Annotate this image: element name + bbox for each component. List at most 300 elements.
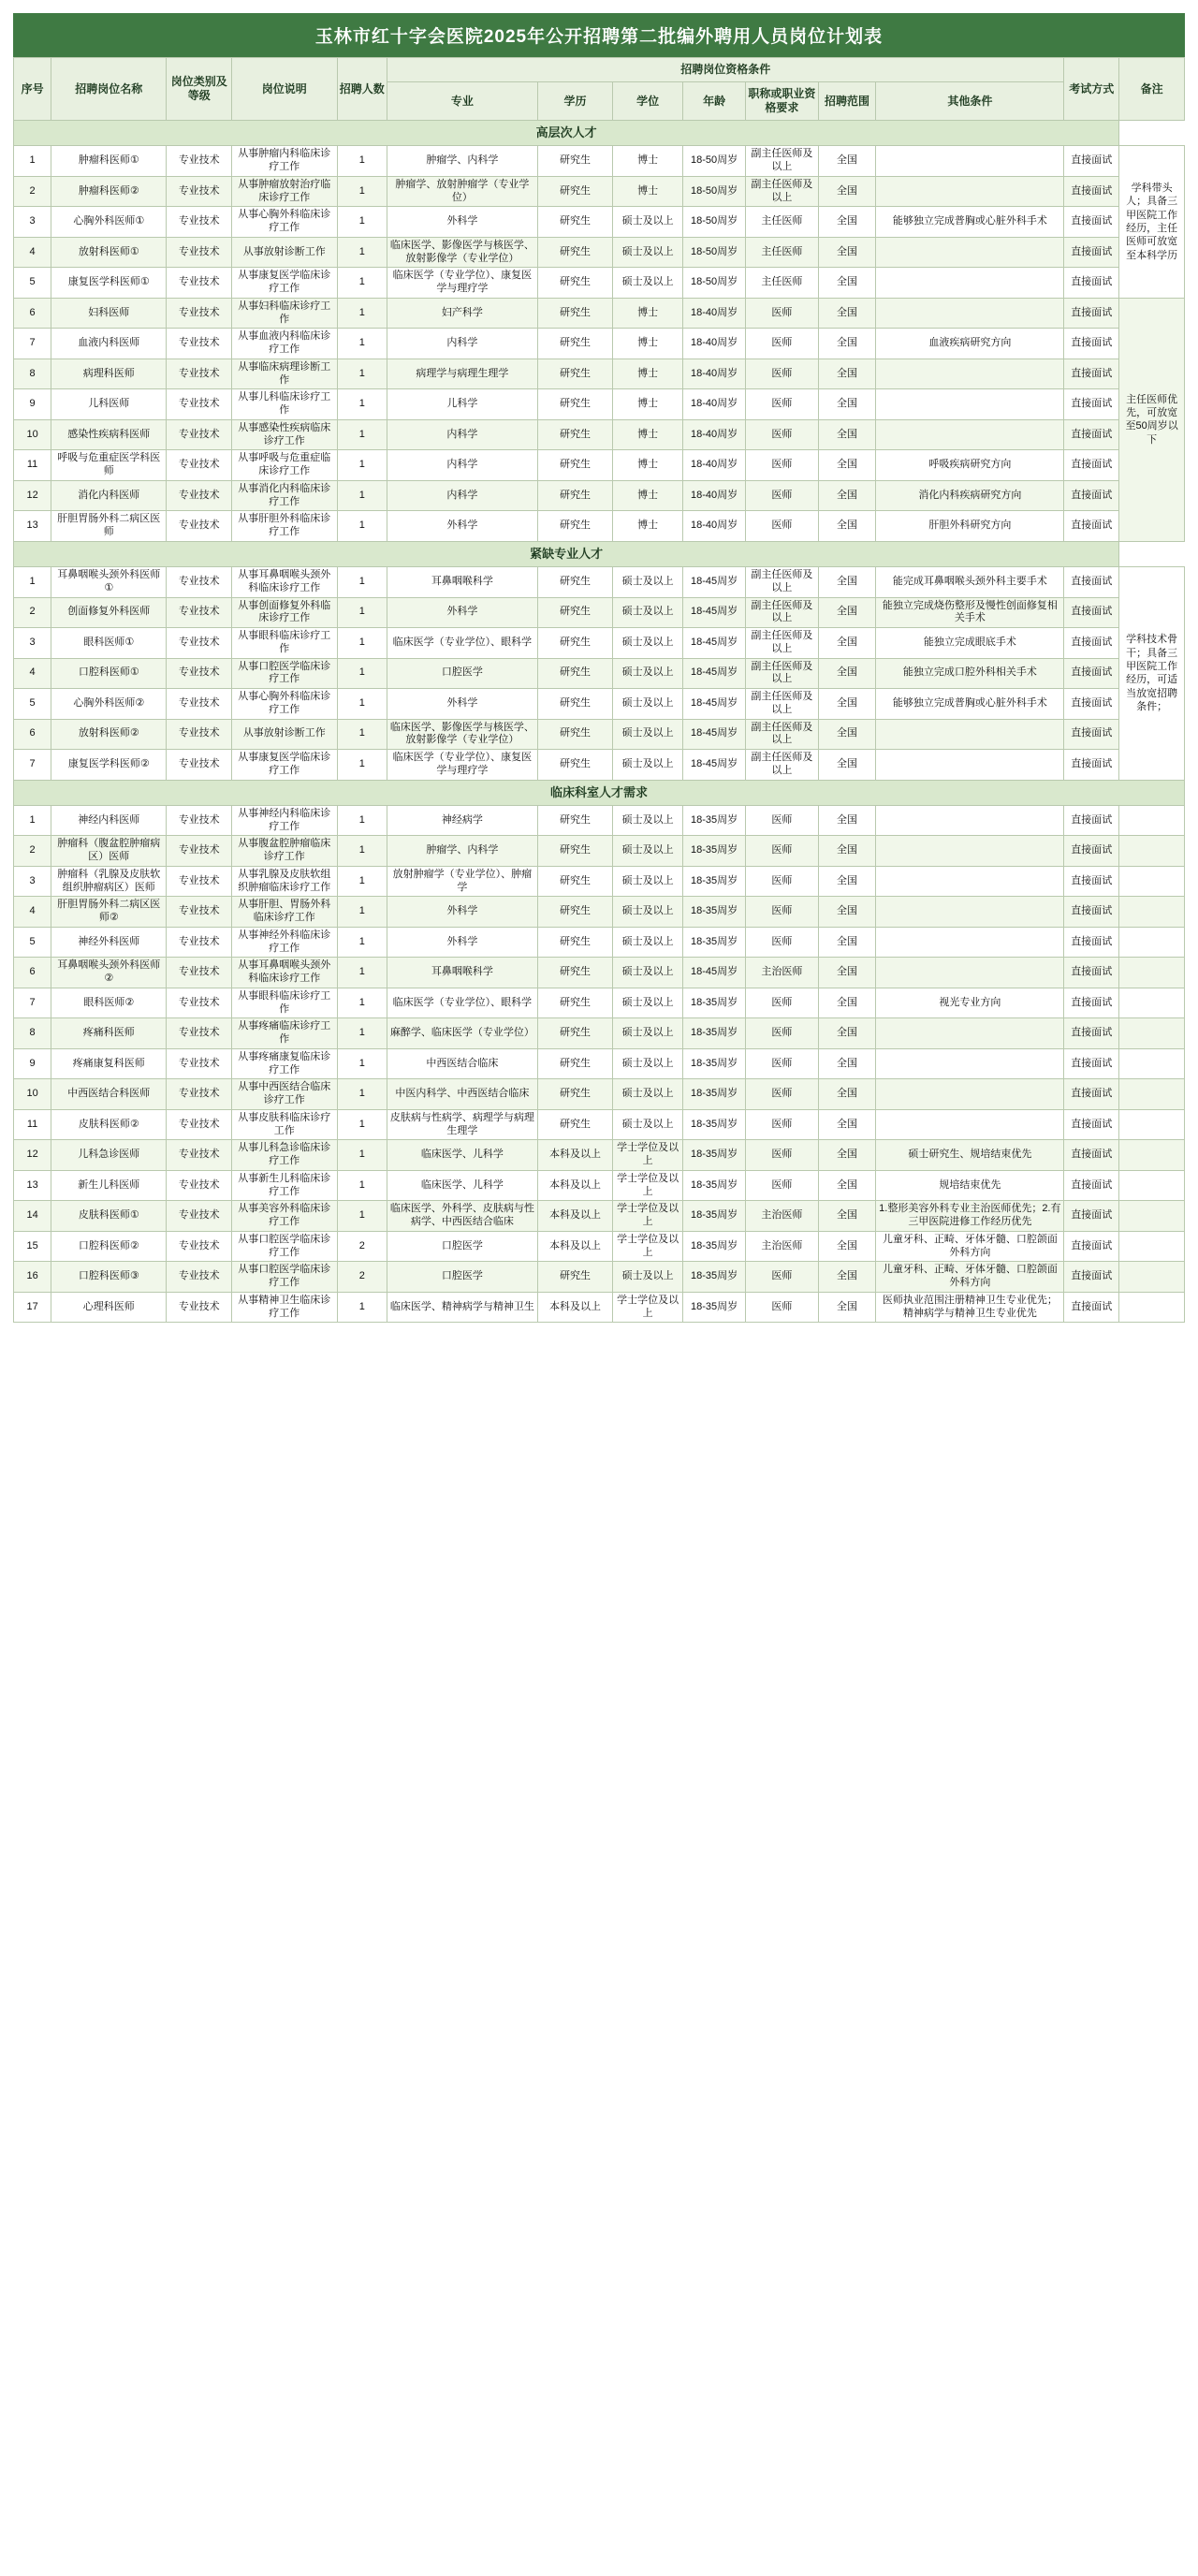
cell-age: 18-35周岁: [683, 836, 746, 867]
table-row: [14, 389, 1185, 420]
cell-recruit-range: 全国: [818, 450, 876, 481]
cell-title-requirement: 医师: [746, 511, 819, 542]
cell-headcount: 1: [337, 1140, 387, 1171]
cell-degree: 硕士及以上: [613, 1048, 683, 1079]
cell-recruit-range: 全国: [818, 359, 876, 389]
cell-post-desc: 从事疼痛临床诊疗工作: [232, 1018, 338, 1049]
cell-age: 18-35周岁: [683, 1079, 746, 1110]
cell-education: 本科及以上: [537, 1140, 612, 1171]
cell-row-index: 2: [14, 597, 51, 628]
cell-row-index: 3: [14, 207, 51, 238]
cell-post-type: 专业技术: [167, 597, 232, 628]
cell-row-index: 8: [14, 359, 51, 389]
col-remark: 备注: [1119, 58, 1185, 121]
cell-age: 18-50周岁: [683, 207, 746, 238]
cell-age: 18-45周岁: [683, 628, 746, 659]
cell-degree: 硕士及以上: [613, 897, 683, 928]
cell-degree: 学士学位及以上: [613, 1201, 683, 1232]
cell-headcount: 2: [337, 1262, 387, 1293]
cell-major: 临床医学（专业学位）、康复医学与理疗学: [387, 750, 538, 781]
cell-post-desc: 从事儿科急诊临床诊疗工作: [232, 1140, 338, 1171]
cell-major: 肿瘤学、内科学: [387, 146, 538, 177]
cell-row-index: 5: [14, 689, 51, 720]
cell-title-requirement: 主治医师: [746, 1231, 819, 1262]
cell-row-index: 4: [14, 897, 51, 928]
cell-education: 研究生: [537, 359, 612, 389]
cell-major: 外科学: [387, 597, 538, 628]
cell-post-type: 专业技术: [167, 836, 232, 867]
cell-recruit-range: 全国: [818, 689, 876, 720]
cell-post-type: 专业技术: [167, 927, 232, 958]
cell-remark: [1119, 958, 1185, 988]
cell-exam-method: 直接面试: [1064, 567, 1119, 598]
cell-title-requirement: 医师: [746, 805, 819, 836]
cell-exam-method: 直接面试: [1064, 1201, 1119, 1232]
cell-post-type: 专业技术: [167, 298, 232, 329]
cell-degree: 博士: [613, 298, 683, 329]
cell-remark: [1119, 1079, 1185, 1110]
cell-post-desc: 从事新生儿科临床诊疗工作: [232, 1170, 338, 1201]
cell-row-index: 11: [14, 450, 51, 481]
cell-exam-method: 直接面试: [1064, 836, 1119, 867]
cell-degree: 博士: [613, 419, 683, 450]
cell-degree: 硕士及以上: [613, 988, 683, 1018]
cell-remark: [1119, 1140, 1185, 1171]
cell-post-type: 专业技术: [167, 207, 232, 238]
cell-education: 研究生: [537, 866, 612, 897]
cell-other-conditions: 消化内科疾病研究方向: [876, 480, 1064, 511]
cell-degree: 硕士及以上: [613, 927, 683, 958]
table-row: [14, 1109, 1185, 1140]
cell-post-desc: 从事肝胆外科临床诊疗工作: [232, 511, 338, 542]
cell-post-name: 肿瘤科医师②: [51, 176, 167, 207]
table-row: [14, 988, 1185, 1018]
cell-other-conditions: [876, 268, 1064, 299]
cell-major: 内科学: [387, 480, 538, 511]
cell-post-desc: 从事康复医学临床诊疗工作: [232, 268, 338, 299]
cell-remark: [1119, 988, 1185, 1018]
cell-title-requirement: 副主任医师及以上: [746, 567, 819, 598]
cell-exam-method: 直接面试: [1064, 988, 1119, 1018]
cell-recruit-range: 全国: [818, 597, 876, 628]
cell-post-desc: 从事神经外科临床诊疗工作: [232, 927, 338, 958]
cell-recruit-range: 全国: [818, 897, 876, 928]
col-degree: 学位: [613, 82, 683, 121]
cell-exam-method: 直接面试: [1064, 1018, 1119, 1049]
cell-exam-method: 直接面试: [1064, 207, 1119, 238]
cell-exam-method: 直接面试: [1064, 450, 1119, 481]
cell-exam-method: 直接面试: [1064, 511, 1119, 542]
cell-headcount: 1: [337, 750, 387, 781]
cell-post-desc: 从事消化内科临床诊疗工作: [232, 480, 338, 511]
cell-major: 临床医学、精神病学与精神卫生: [387, 1292, 538, 1323]
cell-recruit-range: 全国: [818, 146, 876, 177]
cell-title-requirement: 医师: [746, 419, 819, 450]
cell-headcount: 1: [337, 927, 387, 958]
cell-post-name: 心理科医师: [51, 1292, 167, 1323]
cell-age: 18-35周岁: [683, 1231, 746, 1262]
section-heading: 临床科室人才需求: [14, 780, 1185, 805]
cell-degree: 硕士及以上: [613, 719, 683, 750]
cell-age: 18-40周岁: [683, 359, 746, 389]
cell-major: 外科学: [387, 207, 538, 238]
table-row: [14, 567, 1185, 598]
cell-other-conditions: 能独立完成烧伤整形及慢性创面修复相关手术: [876, 597, 1064, 628]
cell-headcount: 1: [337, 866, 387, 897]
cell-recruit-range: 全国: [818, 1018, 876, 1049]
cell-row-index: 6: [14, 719, 51, 750]
cell-age: 18-45周岁: [683, 567, 746, 598]
cell-post-name: 耳鼻咽喉头颈外科医师①: [51, 567, 167, 598]
cell-exam-method: 直接面试: [1064, 1079, 1119, 1110]
cell-recruit-range: 全国: [818, 480, 876, 511]
cell-headcount: 1: [337, 237, 387, 268]
cell-row-index: 4: [14, 658, 51, 689]
cell-headcount: 1: [337, 298, 387, 329]
cell-headcount: 1: [337, 988, 387, 1018]
cell-headcount: 1: [337, 1109, 387, 1140]
cell-education: 本科及以上: [537, 1231, 612, 1262]
cell-exam-method: 直接面试: [1064, 419, 1119, 450]
cell-headcount: 1: [337, 897, 387, 928]
cell-other-conditions: [876, 146, 1064, 177]
cell-other-conditions: 规培结束优先: [876, 1170, 1064, 1201]
cell-age: 18-35周岁: [683, 897, 746, 928]
cell-age: 18-50周岁: [683, 237, 746, 268]
cell-row-index: 7: [14, 988, 51, 1018]
cell-headcount: 1: [337, 480, 387, 511]
cell-major: 耳鼻咽喉科学: [387, 958, 538, 988]
table-row: [14, 419, 1185, 450]
cell-exam-method: 直接面试: [1064, 597, 1119, 628]
cell-post-type: 专业技术: [167, 1292, 232, 1323]
cell-education: 研究生: [537, 450, 612, 481]
cell-row-index: 14: [14, 1201, 51, 1232]
cell-degree: 博士: [613, 176, 683, 207]
cell-exam-method: 直接面试: [1064, 1292, 1119, 1323]
cell-other-conditions: 1.整形美容外科专业主治医师优先；2.有三甲医院进修工作经历优先: [876, 1201, 1064, 1232]
cell-title-requirement: 主任医师: [746, 237, 819, 268]
cell-other-conditions: [876, 750, 1064, 781]
cell-remark: [1119, 805, 1185, 836]
cell-degree: 硕士及以上: [613, 689, 683, 720]
cell-row-index: 15: [14, 1231, 51, 1262]
cell-post-type: 专业技术: [167, 176, 232, 207]
table-row: [14, 897, 1185, 928]
table-row: [14, 597, 1185, 628]
cell-row-index: 11: [14, 1109, 51, 1140]
cell-age: 18-35周岁: [683, 1170, 746, 1201]
col-major: 专业: [387, 82, 538, 121]
cell-remark: [1119, 927, 1185, 958]
cell-post-name: 眼科医师①: [51, 628, 167, 659]
cell-post-type: 专业技术: [167, 480, 232, 511]
cell-exam-method: 直接面试: [1064, 897, 1119, 928]
cell-headcount: 1: [337, 1170, 387, 1201]
col-post-name: 招聘岗位名称: [51, 58, 167, 121]
cell-major: 临床医学、影像医学与核医学、放射影像学（专业学位）: [387, 719, 538, 750]
cell-headcount: 1: [337, 389, 387, 420]
cell-age: 18-35周岁: [683, 927, 746, 958]
cell-remark: 学科技术骨干；具备三甲医院工作经历，可适当放宽招聘条件；: [1119, 567, 1185, 781]
cell-row-index: 8: [14, 1018, 51, 1049]
cell-row-index: 1: [14, 567, 51, 598]
cell-title-requirement: 副主任医师及以上: [746, 146, 819, 177]
cell-title-requirement: 副主任医师及以上: [746, 628, 819, 659]
cell-post-name: 神经外科医师: [51, 927, 167, 958]
cell-exam-method: 直接面试: [1064, 750, 1119, 781]
table-row: [14, 750, 1185, 781]
cell-other-conditions: [876, 927, 1064, 958]
cell-row-index: 3: [14, 866, 51, 897]
table-row: [14, 359, 1185, 389]
cell-recruit-range: 全国: [818, 836, 876, 867]
cell-degree: 硕士及以上: [613, 1262, 683, 1293]
cell-degree: 硕士及以上: [613, 268, 683, 299]
cell-exam-method: 直接面试: [1064, 176, 1119, 207]
table-row: [14, 1231, 1185, 1262]
cell-row-index: 16: [14, 1262, 51, 1293]
cell-title-requirement: 医师: [746, 1170, 819, 1201]
cell-age: 18-45周岁: [683, 750, 746, 781]
cell-degree: 博士: [613, 389, 683, 420]
cell-post-name: 肿瘤科医师①: [51, 146, 167, 177]
cell-degree: 学士学位及以上: [613, 1231, 683, 1262]
cell-recruit-range: 全国: [818, 567, 876, 598]
cell-post-name: 口腔科医师①: [51, 658, 167, 689]
cell-major: 中西医结合临床: [387, 1048, 538, 1079]
cell-degree: 硕士及以上: [613, 207, 683, 238]
cell-post-name: 新生儿科医师: [51, 1170, 167, 1201]
table-row: [14, 1170, 1185, 1201]
cell-headcount: 1: [337, 268, 387, 299]
cell-recruit-range: 全国: [818, 1170, 876, 1201]
cell-age: 18-50周岁: [683, 146, 746, 177]
cell-post-type: 专业技术: [167, 419, 232, 450]
table-row: [14, 1018, 1185, 1049]
cell-post-type: 专业技术: [167, 958, 232, 988]
cell-recruit-range: 全国: [818, 389, 876, 420]
cell-headcount: 1: [337, 1292, 387, 1323]
cell-headcount: 1: [337, 1201, 387, 1232]
cell-degree: 硕士及以上: [613, 836, 683, 867]
table-row: [14, 298, 1185, 329]
cell-title-requirement: 医师: [746, 359, 819, 389]
cell-remark: [1119, 1048, 1185, 1079]
cell-post-desc: 从事临床病理诊断工作: [232, 359, 338, 389]
table-row: [14, 658, 1185, 689]
cell-exam-method: 直接面试: [1064, 958, 1119, 988]
col-education: 学历: [537, 82, 612, 121]
cell-education: 研究生: [537, 988, 612, 1018]
cell-age: 18-40周岁: [683, 298, 746, 329]
cell-headcount: 1: [337, 450, 387, 481]
cell-other-conditions: 呼吸疾病研究方向: [876, 450, 1064, 481]
table-row: [14, 1262, 1185, 1293]
cell-remark: 学科带头人；具备三甲医院工作经历，主任医师可放宽至本科学历: [1119, 146, 1185, 299]
cell-title-requirement: 医师: [746, 1079, 819, 1110]
cell-row-index: 12: [14, 480, 51, 511]
cell-exam-method: 直接面试: [1064, 658, 1119, 689]
cell-education: 研究生: [537, 836, 612, 867]
cell-recruit-range: 全国: [818, 927, 876, 958]
cell-remark: [1119, 866, 1185, 897]
cell-exam-method: 直接面试: [1064, 298, 1119, 329]
cell-exam-method: 直接面试: [1064, 1231, 1119, 1262]
cell-education: 研究生: [537, 689, 612, 720]
cell-education: 研究生: [537, 207, 612, 238]
col-age: 年龄: [683, 82, 746, 121]
cell-post-desc: 从事耳鼻咽喉头颈外科临床诊疗工作: [232, 567, 338, 598]
cell-row-index: 17: [14, 1292, 51, 1323]
cell-headcount: 1: [337, 628, 387, 659]
cell-post-desc: 从事心胸外科临床诊疗工作: [232, 689, 338, 720]
cell-post-name: 儿科医师: [51, 389, 167, 420]
cell-post-desc: 从事肿瘤放射治疗临床诊疗工作: [232, 176, 338, 207]
cell-title-requirement: 副主任医师及以上: [746, 750, 819, 781]
cell-post-name: 创面修复外科医师: [51, 597, 167, 628]
cell-post-desc: 从事肿瘤内科临床诊疗工作: [232, 146, 338, 177]
cell-post-desc: 从事肝胆、胃肠外科临床诊疗工作: [232, 897, 338, 928]
cell-other-conditions: 儿童牙科、正畸、牙体牙髓、口腔颌面外科方向: [876, 1231, 1064, 1262]
section-heading-row: [14, 541, 1185, 566]
cell-education: 研究生: [537, 419, 612, 450]
cell-other-conditions: 能独立完成口腔外科相关手术: [876, 658, 1064, 689]
cell-major: 妇产科学: [387, 298, 538, 329]
cell-headcount: 1: [337, 958, 387, 988]
cell-major: 口腔医学: [387, 658, 538, 689]
cell-post-type: 专业技术: [167, 897, 232, 928]
cell-degree: 博士: [613, 511, 683, 542]
cell-recruit-range: 全国: [818, 866, 876, 897]
cell-degree: 博士: [613, 480, 683, 511]
cell-degree: 博士: [613, 359, 683, 389]
cell-post-name: 口腔科医师③: [51, 1262, 167, 1293]
cell-post-type: 专业技术: [167, 450, 232, 481]
cell-age: 18-45周岁: [683, 958, 746, 988]
cell-major: 中医内科学、中西医结合临床: [387, 1079, 538, 1110]
cell-exam-method: 直接面试: [1064, 1262, 1119, 1293]
cell-degree: 硕士及以上: [613, 1079, 683, 1110]
col-headcount: 招聘人数: [337, 58, 387, 121]
table-row: [14, 480, 1185, 511]
cell-post-name: 肝胆胃肠外科二病区医师: [51, 511, 167, 542]
cell-major: 临床医学（专业学位）、眼科学: [387, 988, 538, 1018]
cell-age: 18-35周岁: [683, 1018, 746, 1049]
cell-exam-method: 直接面试: [1064, 927, 1119, 958]
cell-degree: 硕士及以上: [613, 1109, 683, 1140]
cell-recruit-range: 全国: [818, 268, 876, 299]
cell-title-requirement: 医师: [746, 298, 819, 329]
cell-post-type: 专业技术: [167, 658, 232, 689]
cell-exam-method: 直接面试: [1064, 389, 1119, 420]
cell-degree: 博士: [613, 146, 683, 177]
cell-headcount: 1: [337, 805, 387, 836]
cell-other-conditions: 能完成耳鼻咽喉头颈外科主要手术: [876, 567, 1064, 598]
cell-title-requirement: 副主任医师及以上: [746, 597, 819, 628]
cell-exam-method: 直接面试: [1064, 329, 1119, 359]
cell-exam-method: 直接面试: [1064, 1170, 1119, 1201]
cell-exam-method: 直接面试: [1064, 237, 1119, 268]
table-row: [14, 1048, 1185, 1079]
cell-post-name: 儿科急诊医师: [51, 1140, 167, 1171]
cell-major: 儿科学: [387, 389, 538, 420]
cell-post-name: 肿瘤科（乳腺及皮肤软组织肿瘤病区）医师: [51, 866, 167, 897]
cell-education: 研究生: [537, 298, 612, 329]
cell-row-index: 10: [14, 419, 51, 450]
cell-post-desc: 从事中西医结合临床诊疗工作: [232, 1079, 338, 1110]
cell-title-requirement: 医师: [746, 1262, 819, 1293]
cell-title-requirement: 医师: [746, 389, 819, 420]
cell-education: 研究生: [537, 628, 612, 659]
cell-post-desc: 从事康复医学临床诊疗工作: [232, 750, 338, 781]
col-group-qualification: 招聘岗位资格条件: [387, 58, 1064, 82]
cell-post-name: 病理科医师: [51, 359, 167, 389]
cell-post-desc: 从事腹盆腔肿瘤临床诊疗工作: [232, 836, 338, 867]
cell-post-type: 专业技术: [167, 1079, 232, 1110]
section-heading: 紧缺专业人才: [14, 541, 1119, 566]
cell-remark: [1119, 836, 1185, 867]
cell-major: 肿瘤学、内科学: [387, 836, 538, 867]
cell-major: 内科学: [387, 419, 538, 450]
cell-post-type: 专业技术: [167, 1170, 232, 1201]
cell-exam-method: 直接面试: [1064, 689, 1119, 720]
table-row: [14, 237, 1185, 268]
cell-major: 外科学: [387, 927, 538, 958]
table-row: [14, 689, 1185, 720]
table-row: [14, 805, 1185, 836]
cell-title-requirement: 医师: [746, 1140, 819, 1171]
cell-other-conditions: [876, 866, 1064, 897]
cell-post-type: 专业技术: [167, 237, 232, 268]
cell-post-desc: 从事口腔医学临床诊疗工作: [232, 658, 338, 689]
cell-major: 内科学: [387, 329, 538, 359]
cell-degree: 硕士及以上: [613, 805, 683, 836]
cell-major: 外科学: [387, 897, 538, 928]
table-row: [14, 1079, 1185, 1110]
cell-post-type: 专业技术: [167, 1109, 232, 1140]
cell-title-requirement: 主任医师: [746, 268, 819, 299]
cell-recruit-range: 全国: [818, 805, 876, 836]
cell-row-index: 2: [14, 836, 51, 867]
cell-title-requirement: 主任医师: [746, 207, 819, 238]
cell-post-name: 口腔科医师②: [51, 1231, 167, 1262]
cell-other-conditions: 肝胆外科研究方向: [876, 511, 1064, 542]
cell-post-desc: 从事心胸外科临床诊疗工作: [232, 207, 338, 238]
cell-row-index: 13: [14, 511, 51, 542]
cell-recruit-range: 全国: [818, 207, 876, 238]
cell-recruit-range: 全国: [818, 1201, 876, 1232]
cell-row-index: 12: [14, 1140, 51, 1171]
cell-post-type: 专业技术: [167, 866, 232, 897]
cell-major: 外科学: [387, 511, 538, 542]
cell-other-conditions: 儿童牙科、正畸、牙体牙髓、口腔颌面外科方向: [876, 1262, 1064, 1293]
cell-other-conditions: [876, 719, 1064, 750]
cell-post-desc: 从事儿科临床诊疗工作: [232, 389, 338, 420]
cell-remark: [1119, 1231, 1185, 1262]
cell-major: 麻醉学、临床医学（专业学位）: [387, 1018, 538, 1049]
cell-title-requirement: 医师: [746, 1292, 819, 1323]
cell-post-name: 心胸外科医师②: [51, 689, 167, 720]
cell-remark: [1119, 1018, 1185, 1049]
cell-title-requirement: 医师: [746, 897, 819, 928]
cell-age: 18-35周岁: [683, 988, 746, 1018]
cell-post-desc: 从事神经内科临床诊疗工作: [232, 805, 338, 836]
cell-major: 病理学与病理生理学: [387, 359, 538, 389]
cell-post-name: 康复医学科医师①: [51, 268, 167, 299]
cell-education: 研究生: [537, 750, 612, 781]
cell-degree: 博士: [613, 329, 683, 359]
